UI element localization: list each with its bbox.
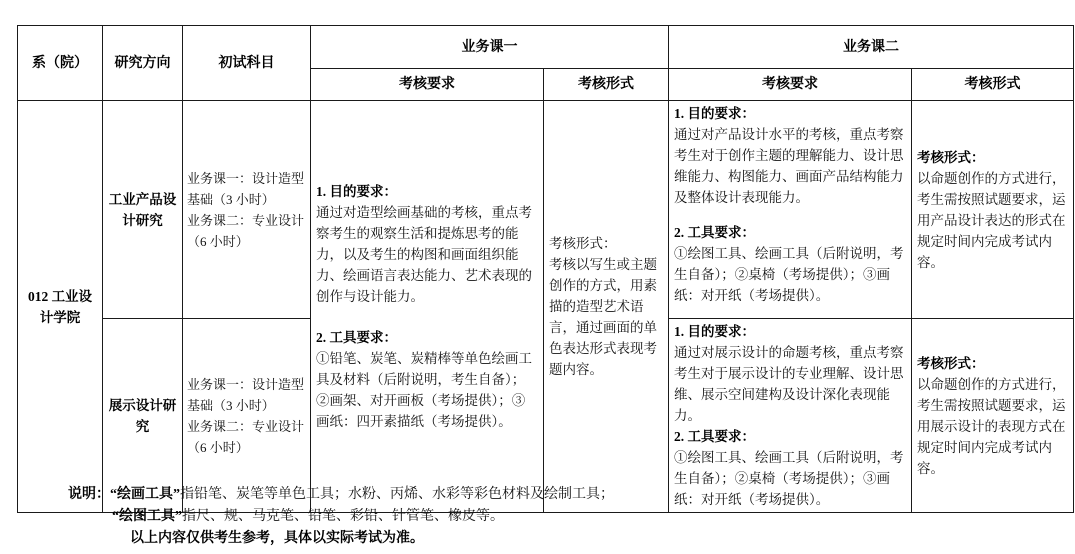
tools-heading: 2. 工具要求： (674, 429, 755, 444)
note-term-painting-tools: “绘画工具” (110, 487, 180, 502)
purpose-heading: 1. 目的要求： (316, 184, 397, 199)
tools-heading: 2. 工具要求： (316, 330, 397, 345)
purpose-text: 通过对产品设计水平的考核，重点考察考生对于创作主题的理解能力、设计思维能力、构图能力、画面产品结构能力及整体设计表现能力。 (674, 127, 904, 205)
form-heading: 考核形式： (549, 236, 617, 251)
note-label: 说明： (68, 487, 110, 502)
note-line-1 (68, 484, 1028, 506)
form-text: 以命题创作的方式进行，考生需按照试题要求，运用产品设计表达的形式在规定时间内完成考试内容。 (917, 170, 1066, 270)
form-text: 以命题创作的方式进行，考生需按照试题要求，运用展示设计的表现方式在规定时间内完成考试内容。 (917, 376, 1066, 476)
form-heading: 考核形式： (917, 355, 985, 371)
cell-direction-exhibition: 展示设计研究 (103, 319, 183, 513)
tools-text: ①绘图工具、绘画工具（后附说明，考生自备）；②桌椅（考场提供）；③画纸：对开纸（考场提供）。 (674, 450, 904, 507)
header-initial-exam-subjects: 初试科目 (183, 26, 311, 101)
tools-text: ①铅笔、炭笔、炭精棒等单色绘画工具及材料（后附说明，考生自备）；②画架、对开画板（考场提供）；③ 画纸：四开素描纸（考场提供）。 (316, 351, 532, 429)
form-heading: 考核形式： (917, 149, 985, 165)
form-text: 考核以写生或主题创作的方式，用素描的造型艺术语言，通过画面的单色表达形式表现考题内容。 (549, 257, 657, 377)
subjects-line: 业务课一：设计造型基础（3 小时） (187, 170, 305, 207)
header-assessment-form-2: 考核形式 (912, 69, 1074, 101)
purpose-heading: 1. 目的要求： (674, 324, 755, 339)
header-assessment-requirements-2: 考核要求 (669, 69, 912, 101)
cell-direction-industrial-product: 工业产品设计研究 (103, 101, 183, 319)
header-assessment-form-1: 考核形式 (544, 69, 669, 101)
note-text-1: 指铅笔、炭笔等单色工具；水粉、丙烯、水彩等彩色材料及绘制工具； (180, 487, 614, 502)
cell-subjects-row1 (183, 101, 311, 319)
note-text-2: 指尺、规、马克笔、铅笔、彩铅、针管笔、橡皮等。 (182, 509, 504, 524)
note-line-3: 以上内容仅供考生参考，具体以实际考试为准。 (130, 531, 424, 546)
note-term-drawing-tools: “绘图工具” (112, 509, 182, 524)
cell-course1-form (544, 101, 669, 513)
tools-text: ①绘图工具、绘画工具（后附说明，考生自备）；②桌椅（考场提供）；③画纸：对开纸（考场提供）。 (674, 246, 904, 303)
subjects-line: 业务课二：专业设计（6 小时） (187, 418, 305, 455)
purpose-heading: 1. 目的要求： (674, 106, 755, 121)
subjects-line: 业务课一：设计造型基础（3 小时） (187, 376, 305, 413)
header-business-course-2: 业务课二 (669, 26, 1074, 69)
exam-requirements-table (17, 25, 1074, 513)
purpose-text: 通过对造型绘画基础的考核，重点考察考生的观察生活和提炼思考的能力，以及考生的构图和画面组织能力、绘画语言表达能力、艺术表现的创作与设计能力。 (316, 205, 532, 304)
purpose-text: 通过对展示设计的命题考核，重点考察考生对于展示设计的专业理解、设计思维、展示空间建构及设计深化表现能力。 (674, 345, 904, 423)
header-department: 系（院） (18, 26, 103, 101)
header-research-direction: 研究方向 (103, 26, 183, 101)
subjects-line: 业务课二：专业设计（6 小时） (187, 212, 305, 249)
header-business-course-1: 业务课一 (311, 26, 669, 69)
notes-section (68, 484, 1028, 550)
cell-course2-requirements-row1 (669, 101, 912, 319)
header-assessment-requirements-1: 考核要求 (311, 69, 544, 101)
cell-course2-form-row1 (912, 101, 1074, 319)
cell-department: 012 工业设计学院 (18, 101, 103, 513)
cell-course1-requirements (311, 101, 544, 513)
tools-heading: 2. 工具要求： (674, 225, 755, 240)
note-line-2 (68, 506, 1028, 528)
